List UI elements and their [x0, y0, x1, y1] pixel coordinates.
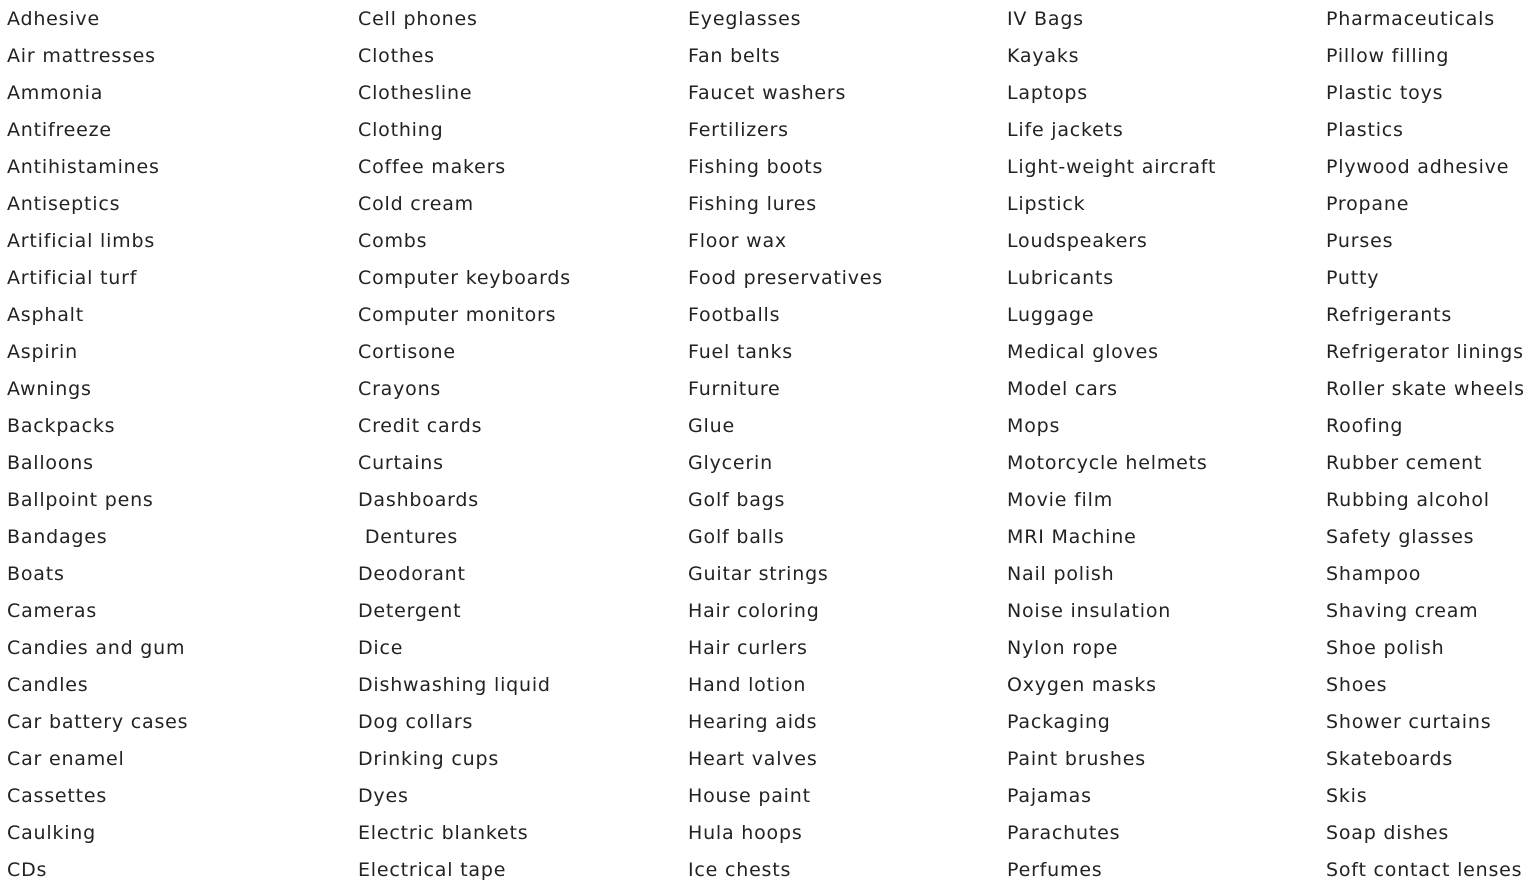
list-item: Cold cream — [358, 193, 474, 215]
list-item: Detergent — [358, 600, 462, 622]
list-item: Credit cards — [358, 415, 483, 437]
list-item: Crayons — [358, 378, 442, 400]
list-item: Dice — [358, 637, 404, 659]
list-item: Parachutes — [1007, 822, 1121, 844]
list-item: Ammonia — [7, 82, 104, 104]
list-item: Lubricants — [1007, 267, 1114, 289]
list-item: Bandages — [7, 526, 108, 548]
list-item: Oxygen masks — [1007, 674, 1157, 696]
list-item: Model cars — [1007, 378, 1118, 400]
list-item: Dentures — [358, 526, 459, 548]
list-item: Ballpoint pens — [7, 489, 154, 511]
list-item: Artificial turf — [7, 267, 138, 289]
list-item: Hand lotion — [688, 674, 807, 696]
list-item: Movie film — [1007, 489, 1114, 511]
list-item: Cortisone — [358, 341, 456, 363]
list-item: Fishing boots — [688, 156, 824, 178]
list-item: Skateboards — [1326, 748, 1454, 770]
list-item: Dishwashing liquid — [358, 674, 551, 696]
list-item: Plastics — [1326, 119, 1404, 141]
list-item: Laptops — [1007, 82, 1088, 104]
list-item: Soft contact lenses — [1326, 859, 1523, 881]
list-item: Golf balls — [688, 526, 785, 548]
list-item: Aspirin — [7, 341, 78, 363]
list-item: Antifreeze — [7, 119, 112, 141]
list-item: Lipstick — [1007, 193, 1086, 215]
list-item: Cell phones — [358, 8, 478, 30]
list-item: Safety glasses — [1326, 526, 1475, 548]
list-item: Computer keyboards — [358, 267, 571, 289]
list-item: Light-weight aircraft — [1007, 156, 1217, 178]
list-item: Motorcycle helmets — [1007, 452, 1208, 474]
list-item: Dog collars — [358, 711, 474, 733]
list-item: Combs — [358, 230, 428, 252]
list-item: Shoes — [1326, 674, 1388, 696]
list-item: Dyes — [358, 785, 409, 807]
list-item: Adhesive — [7, 8, 100, 30]
list-item: Faucet washers — [688, 82, 847, 104]
list-item: Mops — [1007, 415, 1061, 437]
list-item: Hair coloring — [688, 600, 820, 622]
list-item: Pillow filling — [1326, 45, 1450, 67]
list-item: Candles — [7, 674, 89, 696]
list-item: Glue — [688, 415, 735, 437]
list-item: Roller skate wheels — [1326, 378, 1525, 400]
list-item: Backpacks — [7, 415, 116, 437]
list-item: Candies and gum — [7, 637, 186, 659]
list-item: Rubber cement — [1326, 452, 1483, 474]
list-item: Fuel tanks — [688, 341, 793, 363]
list-item: Pajamas — [1007, 785, 1092, 807]
list-item: Coffee makers — [358, 156, 506, 178]
list-item: Balloons — [7, 452, 94, 474]
list-item: Drinking cups — [358, 748, 500, 770]
list-item: Roofing — [1326, 415, 1404, 437]
list-item: Nail polish — [1007, 563, 1115, 585]
list-item: Soap dishes — [1326, 822, 1450, 844]
list-item: Refrigerants — [1326, 304, 1453, 326]
list-item: Caulking — [7, 822, 97, 844]
list-item: Antihistamines — [7, 156, 160, 178]
list-item: Guitar strings — [688, 563, 829, 585]
list-item: Medical gloves — [1007, 341, 1159, 363]
list-item: Shampoo — [1326, 563, 1422, 585]
list-item: Heart valves — [688, 748, 818, 770]
list-item: Cassettes — [7, 785, 108, 807]
list-item: Asphalt — [7, 304, 84, 326]
list-item: Furniture — [688, 378, 781, 400]
list-item: Clothing — [358, 119, 444, 141]
list-item: Curtains — [358, 452, 444, 474]
list-item: Rubbing alcohol — [1326, 489, 1490, 511]
list-item: Cameras — [7, 600, 98, 622]
list-item: Purses — [1326, 230, 1394, 252]
list-item: Food preservatives — [688, 267, 883, 289]
list-item: Fan belts — [688, 45, 781, 67]
list-item: Shaving cream — [1326, 600, 1479, 622]
list-item: Refrigerator linings — [1326, 341, 1524, 363]
list-item: Propane — [1326, 193, 1410, 215]
list-item: Nylon rope — [1007, 637, 1119, 659]
list-item: Paint brushes — [1007, 748, 1146, 770]
list-item: CDs — [7, 859, 48, 881]
list-item: Artificial limbs — [7, 230, 156, 252]
list-item: Antiseptics — [7, 193, 121, 215]
list-item: Computer monitors — [358, 304, 557, 326]
list-item: Electrical tape — [358, 859, 507, 881]
list-item: IV Bags — [1007, 8, 1084, 30]
list-item: Hula hoops — [688, 822, 803, 844]
list-item: Car enamel — [7, 748, 125, 770]
list-item: Car battery cases — [7, 711, 189, 733]
list-item: Luggage — [1007, 304, 1095, 326]
list-item: Ice chests — [688, 859, 792, 881]
list-item: Noise insulation — [1007, 600, 1172, 622]
list-item: Shoe polish — [1326, 637, 1445, 659]
list-item: Perfumes — [1007, 859, 1103, 881]
list-item: Glycerin — [688, 452, 773, 474]
list-item: Packaging — [1007, 711, 1111, 733]
list-item: Boats — [7, 563, 65, 585]
list-item: Eyeglasses — [688, 8, 802, 30]
list-item: Awnings — [7, 378, 92, 400]
list-item: House paint — [688, 785, 811, 807]
list-item: Hearing aids — [688, 711, 818, 733]
list-item: Clothesline — [358, 82, 473, 104]
list-item: Skis — [1326, 785, 1368, 807]
list-item: Plastic toys — [1326, 82, 1444, 104]
list-item: Plywood adhesive — [1326, 156, 1510, 178]
list-item: Air mattresses — [7, 45, 156, 67]
list-item: Floor wax — [688, 230, 787, 252]
list-item: Loudspeakers — [1007, 230, 1148, 252]
list-item: Clothes — [358, 45, 435, 67]
list-item: Deodorant — [358, 563, 466, 585]
list-item: Dashboards — [358, 489, 479, 511]
list-item: Shower curtains — [1326, 711, 1492, 733]
list-item: Fertilizers — [688, 119, 789, 141]
list-item: Fishing lures — [688, 193, 817, 215]
list-item: Kayaks — [1007, 45, 1080, 67]
list-item: Putty — [1326, 267, 1380, 289]
list-item: Electric blankets — [358, 822, 529, 844]
list-item: Golf bags — [688, 489, 786, 511]
list-item: Life jackets — [1007, 119, 1124, 141]
list-item: MRI Machine — [1007, 526, 1137, 548]
list-item: Footballs — [688, 304, 781, 326]
list-item: Hair curlers — [688, 637, 808, 659]
list-item: Pharmaceuticals — [1326, 8, 1495, 30]
